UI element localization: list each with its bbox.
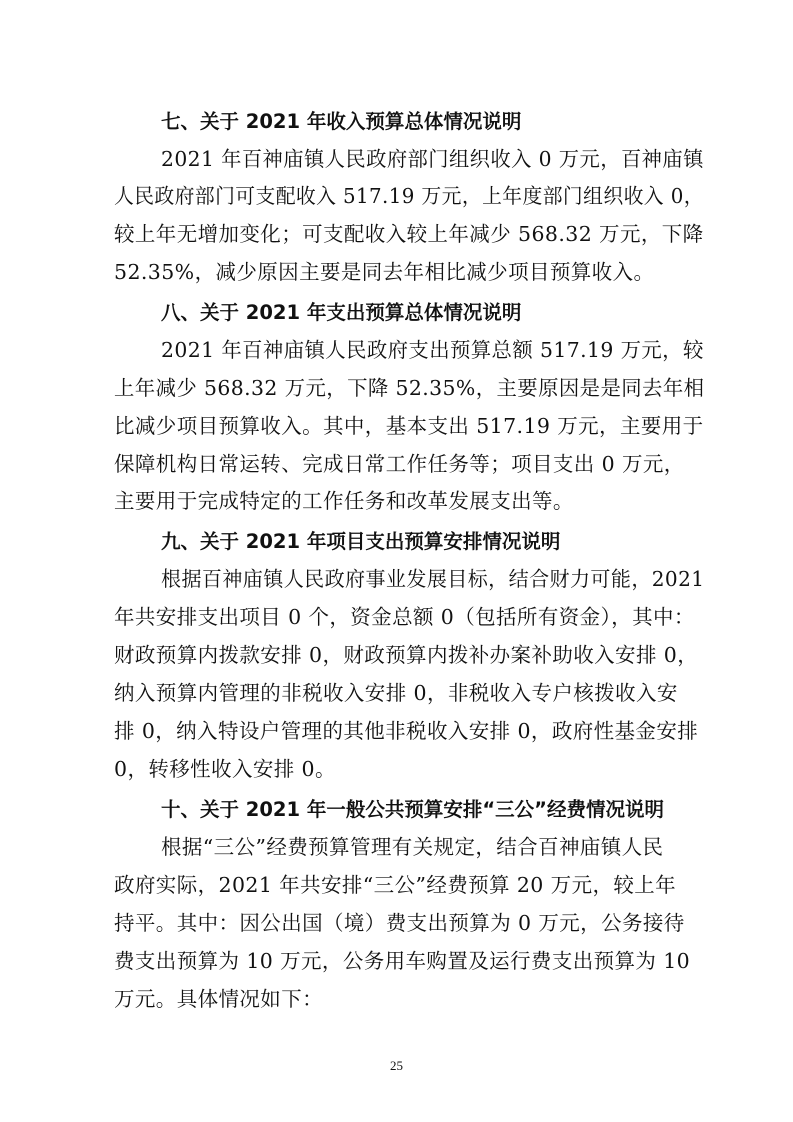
paragraph-line: 52.35%，减少原因主要是同去年相比减少项目预算收入。 [114, 260, 655, 284]
paragraph-line: 纳入预算内管理的非税收入安排 0，非税收入专户核拨收入安 [114, 681, 678, 705]
paragraph-line: 财政预算内拨款安排 0，财政预算内拨补办案补助收入安排 0， [114, 643, 699, 667]
paragraph-line: 根据“三公”经费预算管理有关规定，结合百神庙镇人民 [161, 835, 664, 859]
paragraph-line: 人民政府部门可支配收入 517.19 万元，上年度部门组织收入 0， [114, 184, 704, 208]
paragraph-line: 2021 年百神庙镇人民政府支出预算总额 517.19 万元，较 [161, 338, 704, 362]
section-heading-7: 七、关于 2021 年收入预算总体情况说明 [161, 110, 522, 133]
paragraph-line: 持平。其中：因公出国（境）费支出预算为 0 万元，公务接待 [114, 911, 685, 935]
paragraph-line: 保障机构日常运转、完成日常工作任务等；项目支出 0 万元， [114, 452, 685, 476]
paragraph-line: 2021 年百神庙镇人民政府部门组织收入 0 万元，百神庙镇 [161, 147, 704, 171]
paragraph-line: 万元。具体情况如下： [114, 987, 323, 1011]
section-heading-9: 九、关于 2021 年项目支出预算安排情况说明 [161, 530, 561, 553]
paragraph-line: 根据百神庙镇人民政府事业发展目标，结合财力可能，2021 [161, 567, 705, 591]
section-heading-10: 十、关于 2021 年一般公共预算安排“三公”经费情况说明 [161, 798, 664, 821]
paragraph-line: 年共安排支出项目 0 个，资金总额 0（包括所有资金），其中： [114, 605, 695, 629]
paragraph-line: 主要用于完成特定的工作任务和改革发展支出等。 [114, 489, 574, 513]
paragraph-line: 较上年无增加变化；可支配收入较上年减少 568.32 万元，下降 [114, 222, 704, 246]
page-number: 25 [390, 1058, 403, 1073]
paragraph-line: 费支出预算为 10 万元，公务用车购置及运行费支出预算为 10 [114, 949, 691, 973]
paragraph-line: 0，转移性收入安排 0。 [114, 757, 336, 781]
paragraph-line: 政府实际，2021 年共安排“三公”经费预算 20 万元，较上年 [114, 873, 677, 897]
section-heading-8: 八、关于 2021 年支出预算总体情况说明 [161, 301, 522, 324]
paragraph-line: 比减少项目预算收入。其中，基本支出 517.19 万元，主要用于 [114, 414, 704, 438]
paragraph-line: 上年减少 568.32 万元，下降 52.35%，主要原因是是同去年相 [114, 376, 705, 400]
paragraph-line: 排 0，纳入特设户管理的其他非税收入安排 0，政府性基金安排 [114, 719, 699, 743]
